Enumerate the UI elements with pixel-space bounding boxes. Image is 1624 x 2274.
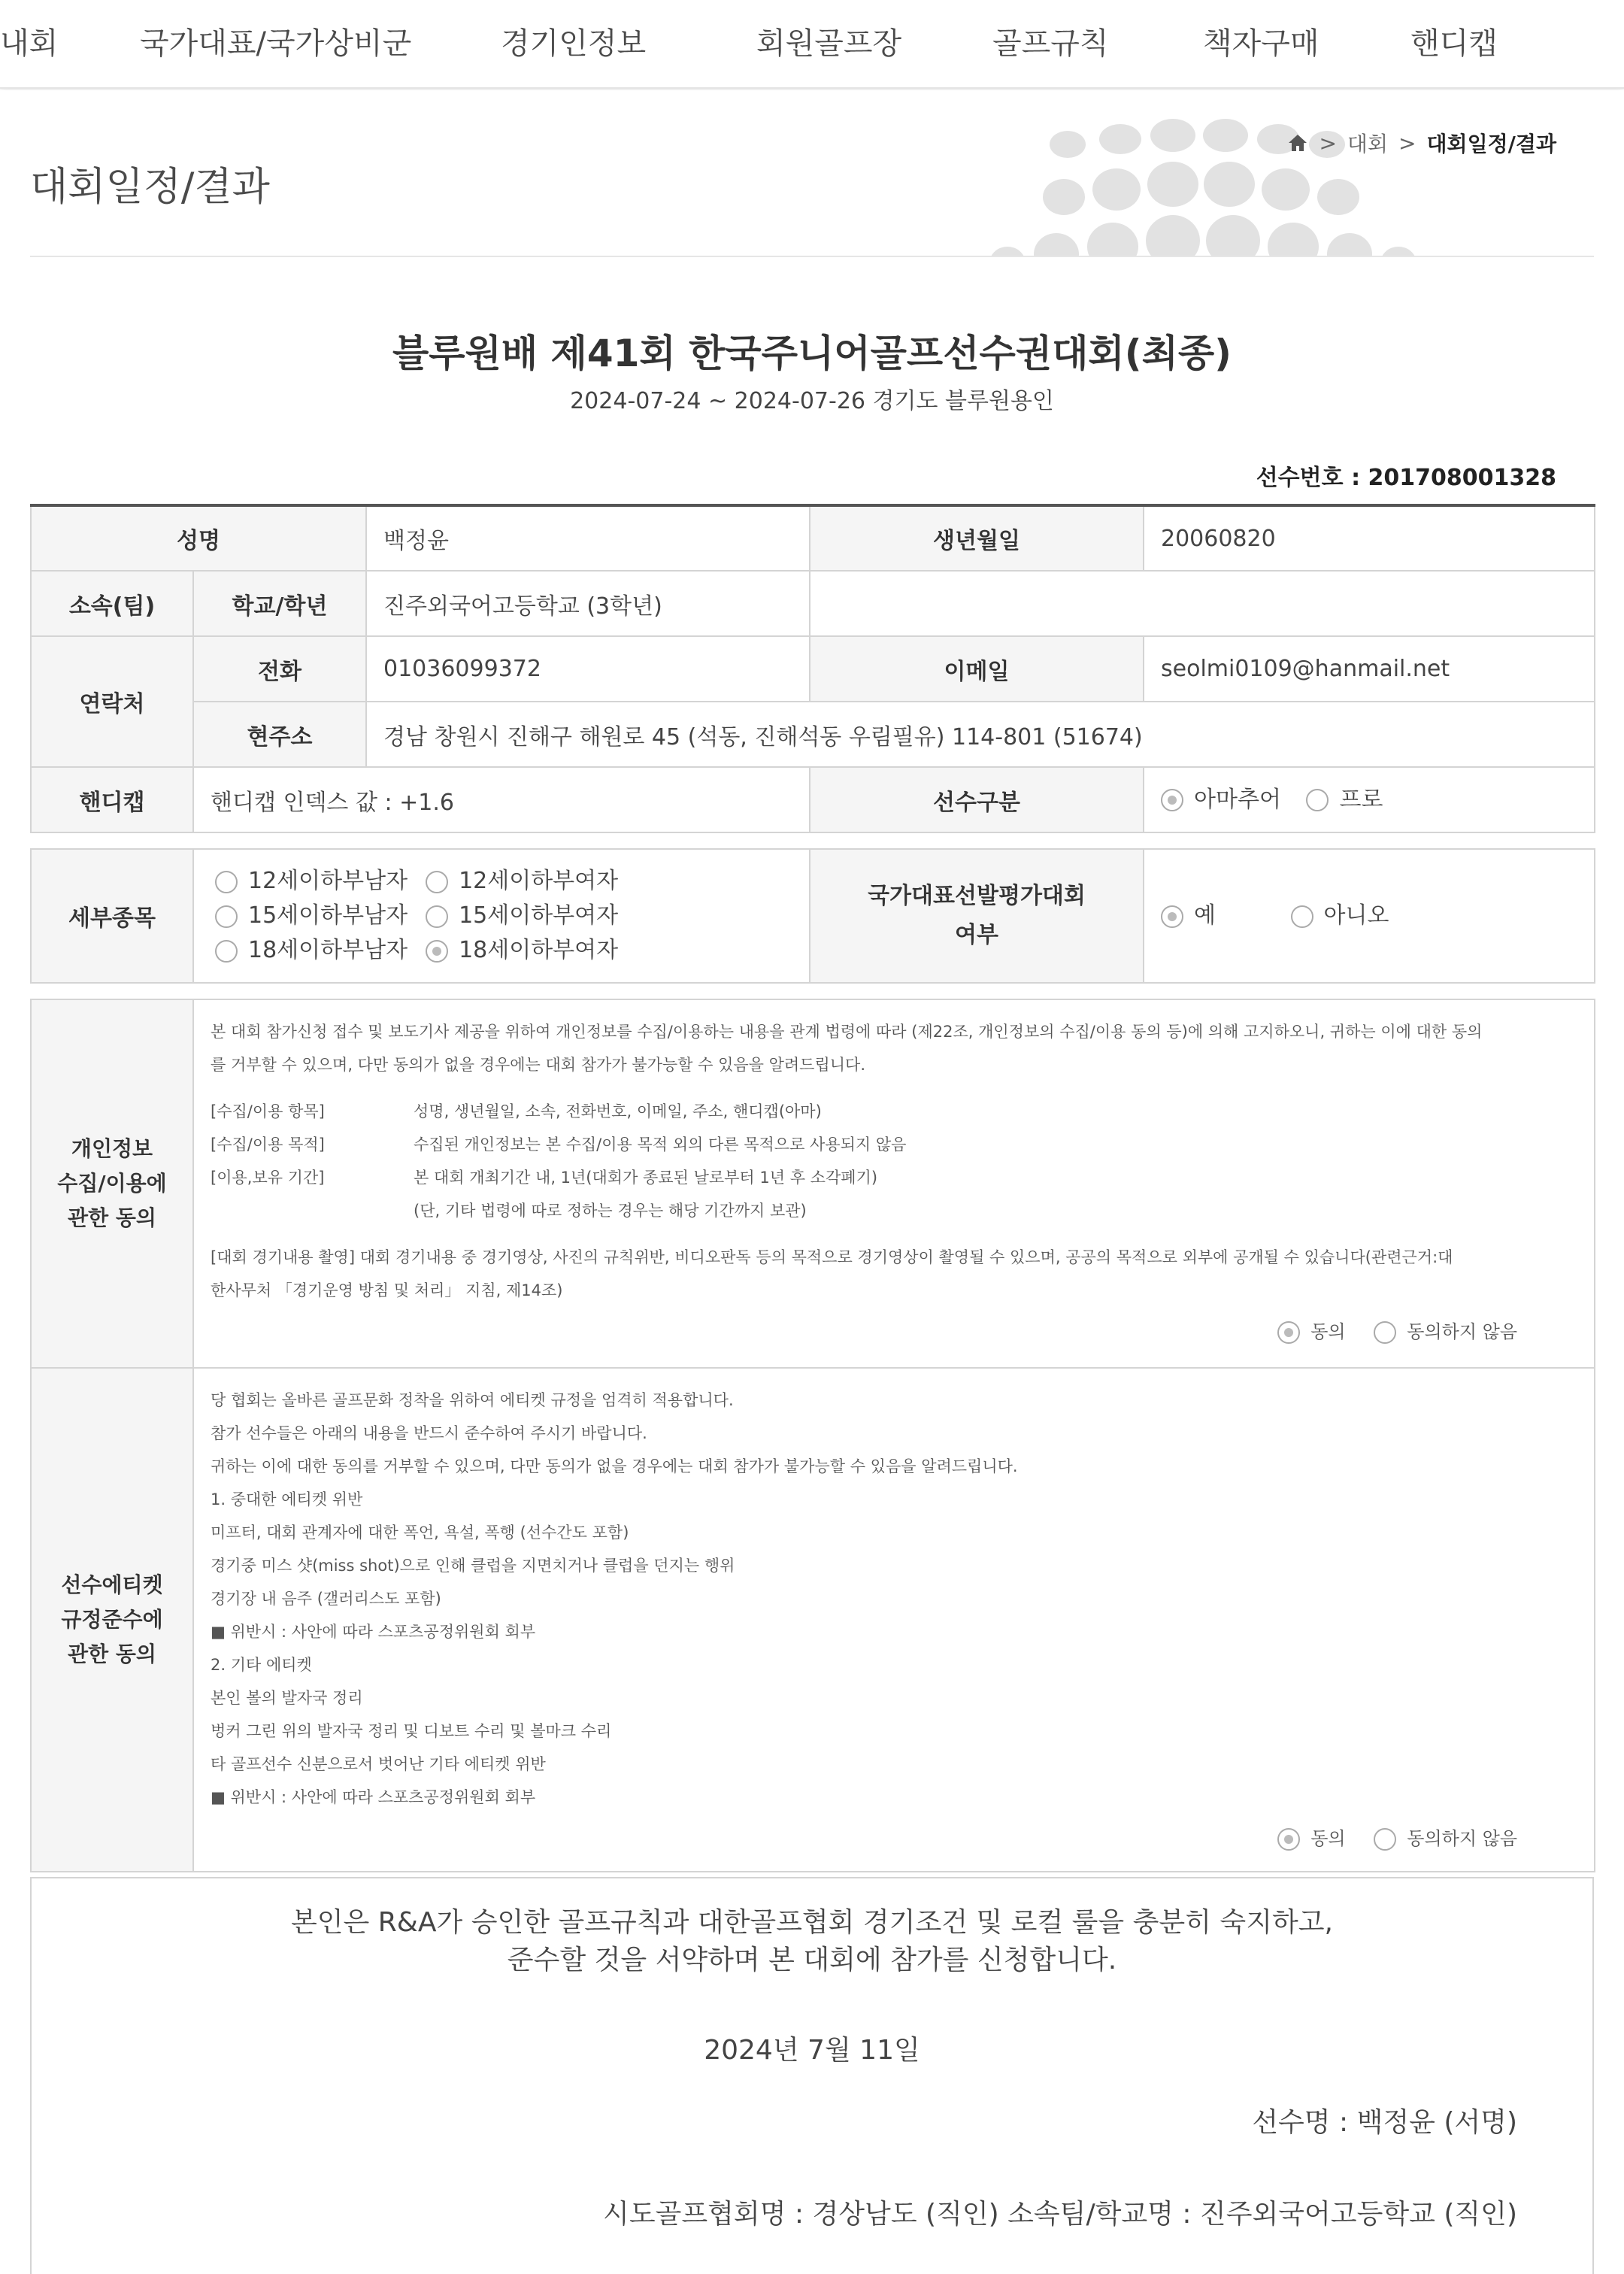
division-radio-u12-girls[interactable] (426, 871, 448, 893)
privacy-consent-label (31, 999, 193, 1368)
etiquette-label-line3: 관한 동의 (68, 1642, 156, 1666)
etiquette-disagree-radio[interactable] (1374, 1828, 1396, 1851)
etiquette-line: 참가 선수들은 아래의 내용을 반드시 준수하여 주시기 바랍니다. (211, 1424, 647, 1442)
division-radio-u12-boys[interactable] (215, 871, 238, 893)
privacy-note-line2: 한사무처 「경기운영 방침 및 처리」 지침, 제14조) (211, 1281, 563, 1299)
privacy-item-key: [이용,보유 기간] (211, 1169, 325, 1187)
email-label: 이메일 (810, 636, 1144, 702)
privacy-intro-line1: 본 대회 참가신청 접수 및 보도기사 제공을 위하여 개인정보를 수집/이용하는 내용을 관계 법령에 따라 (제22조, 개인정보의 수집/이용 동의 등)에 의해 고지하오니, 귀하는 이에 대한 동의 (211, 1023, 1483, 1041)
school-label: 학교/학년 (193, 571, 366, 636)
amateur-radio-label: 아마추어 (1194, 786, 1281, 813)
nav-item-member-clubs[interactable]: 회원골프장 (756, 26, 902, 61)
nav-item-national-team[interactable]: 국가대표/국가상비군 (140, 26, 412, 61)
national-selection-label (810, 849, 1144, 983)
national-selection-options (1144, 849, 1595, 983)
nav-item-golf-rules[interactable]: 골프규칙 (992, 26, 1109, 61)
division-label: 세부종목 (31, 849, 193, 983)
etiquette-line: 경기장 내 음주 (갤러리스도 포함) (211, 1590, 441, 1608)
phone-label: 전화 (193, 636, 366, 702)
address-label: 현주소 (193, 702, 366, 767)
player-number: 선수번호 : 201708001328 (1256, 465, 1556, 491)
division-options (193, 849, 810, 983)
association-seal: 시도골프협회명 : 경상남도 (직인) 소속팀/학교명 : 진주외국어고등학교 (직인) (603, 2199, 1517, 2230)
player-type-options (1144, 767, 1595, 832)
etiquette-line: 본인 볼의 발자국 정리 (211, 1689, 363, 1707)
pledge-line1: 본인은 R&A가 승인한 골프규칙과 대한골프협회 경기조건 및 로컬 룰을 충분히 숙지하고, (291, 1907, 1333, 1938)
etiquette-line: 1. 중대한 에티켓 위반 (211, 1490, 363, 1508)
etiquette-line: 귀하는 이에 대한 동의를 거부할 수 있으며, 다만 동의가 없을 경우에는 대회 참가가 불가능할 수 있음을 알려드립니다. (211, 1457, 1018, 1475)
privacy-item-value: (단, 기타 법령에 따로 정하는 경우는 해당 기간까지 보관) (414, 1202, 807, 1220)
division-radio-u18-girls[interactable] (426, 940, 448, 963)
pledge-line2: 준수할 것을 서약하며 본 대회에 참가를 신청합니다. (507, 1945, 1117, 1975)
golf-ball-decoration (647, 90, 1474, 257)
birth-label: 생년월일 (810, 505, 1144, 571)
address-value: 경남 창원시 진해구 해원로 45 (석동, 진해석동 우림필유) 114-801 (51674) (366, 702, 1595, 767)
etiquette-disagree-label: 동의하지 않음 (1407, 1828, 1517, 1849)
division-radio-label: 18세이하부여자 (459, 937, 619, 963)
etiquette-line: ■ 위반시 : 사안에 따라 스포츠공정위원회 회부 (211, 1788, 536, 1806)
division-table (30, 848, 1595, 984)
national-selection-label-line2: 여부 (955, 922, 998, 948)
privacy-item-key: [수집/이용 항목] (211, 1102, 325, 1120)
pro-radio[interactable] (1306, 789, 1329, 811)
privacy-agree-options (211, 1314, 1577, 1349)
player-info-table (30, 504, 1595, 833)
breadcrumb (1287, 128, 1556, 158)
chevron-right-icon: > (1319, 130, 1337, 156)
nav-item-books[interactable]: 책자구매 (1203, 26, 1320, 61)
player-type-label: 선수구분 (810, 767, 1144, 832)
chevron-right-icon: > (1398, 130, 1416, 156)
privacy-agree-radio[interactable] (1277, 1321, 1300, 1344)
division-radio-u18-boys[interactable] (215, 940, 238, 963)
national-no-label: 아니오 (1323, 902, 1389, 929)
handicap-value: 핸디캡 인덱스 값 : +1.6 (193, 767, 810, 832)
national-selection-label-line1: 국가대표선발평가대회 (868, 883, 1086, 909)
privacy-item-value: 성명, 생년월일, 소속, 전화번호, 이메일, 주소, 핸디캡(아마) (414, 1102, 822, 1120)
amateur-radio[interactable] (1161, 789, 1183, 811)
top-nav (0, 0, 1624, 89)
etiquette-agree-label: 동의 (1310, 1828, 1346, 1849)
national-yes-label: 예 (1194, 902, 1216, 929)
privacy-item-value: 수집된 개인정보는 본 수집/이용 목적 외의 다른 목적으로 사용되지 않음 (414, 1135, 907, 1154)
phone-value: 01036099372 (366, 636, 810, 702)
division-radio-label: 12세이하부여자 (459, 868, 619, 894)
etiquette-line: 경기중 미스 샷(miss shot)으로 인해 클럽을 지면치거나 클럽을 던지는 행위 (211, 1557, 735, 1575)
nav-item-tournament[interactable]: 내회 (0, 26, 59, 61)
tournament-title: 블루원배 제41회 한국주니어골프선수권대회(최종) (392, 332, 1232, 375)
privacy-disagree-label: 동의하지 않음 (1407, 1321, 1517, 1342)
national-no-radio[interactable] (1291, 905, 1313, 928)
email-value: seolmi0109@hanmail.net (1144, 636, 1595, 702)
breadcrumb-item-tournament[interactable]: 대회 (1347, 132, 1389, 156)
nav-item-player-info[interactable]: 경기인정보 (501, 26, 647, 61)
name-label: 성명 (31, 505, 366, 571)
privacy-item-key: [수집/이용 목적] (211, 1135, 325, 1154)
handicap-label: 핸디캡 (31, 767, 193, 832)
pledge-section (30, 1877, 1594, 2274)
privacy-agree-label: 동의 (1310, 1321, 1346, 1342)
etiquette-line: 타 골프선수 신분으로서 벗어난 기타 에티켓 위반 (211, 1755, 546, 1773)
contact-label: 연락처 (31, 636, 193, 767)
school-value: 진주외국어고등학교 (3학년) (366, 571, 810, 636)
privacy-item-key (211, 1194, 414, 1227)
etiquette-agree-options (211, 1821, 1577, 1856)
privacy-items (211, 1095, 1577, 1227)
page-title: 대회일정/결과 (30, 165, 270, 210)
pledge-date: 2024년 7월 11일 (704, 2035, 920, 2066)
division-radio-label: 12세이하부남자 (248, 868, 408, 894)
affiliation-label: 소속(팀) (31, 571, 193, 636)
division-radio-label: 15세이하부여자 (459, 902, 619, 929)
tournament-dates-venue: 2024-07-24 ~ 2024-07-26 경기도 블루원용인 (570, 388, 1054, 414)
national-yes-radio[interactable] (1161, 905, 1183, 928)
privacy-consent-body (193, 999, 1595, 1368)
etiquette-label-line2: 규정준수에 (61, 1607, 163, 1632)
breadcrumb-item-current: 대회일정/결과 (1426, 132, 1556, 156)
nav-item-handicap[interactable]: 핸디캡 (1410, 26, 1498, 61)
etiquette-consent-body (193, 1368, 1595, 1872)
privacy-intro-line2: 를 거부할 수 있으며, 다만 동의가 없을 경우에는 대회 참가가 불가능할 수 있음을 알려드립니다. (211, 1056, 865, 1074)
etiquette-consent-label (31, 1368, 193, 1872)
privacy-label-line2: 수집/이용에 (57, 1171, 167, 1196)
privacy-disagree-radio[interactable] (1374, 1321, 1396, 1344)
division-radio-u15-boys[interactable] (215, 905, 238, 928)
pro-radio-label: 프로 (1339, 786, 1383, 813)
etiquette-line: 벙커 그린 위의 발자국 정리 및 디보트 수리 및 볼마크 수리 (211, 1722, 612, 1740)
etiquette-line: 미프터, 대회 관계자에 대한 폭언, 욕설, 폭행 (선수간도 포함) (211, 1524, 629, 1542)
privacy-label-line1: 개인정보 (71, 1136, 153, 1161)
etiquette-agree-radio[interactable] (1277, 1828, 1300, 1851)
division-radio-label: 15세이하부남자 (248, 902, 408, 929)
player-signature: 선수명 : 백정윤 (서명) (1252, 2107, 1517, 2138)
affiliation-empty (810, 571, 1595, 636)
name-value: 백정윤 (366, 505, 810, 571)
privacy-label-line3: 관한 동의 (68, 1205, 156, 1230)
home-icon[interactable] (1287, 133, 1308, 153)
consent-table (30, 999, 1595, 1872)
page-header (0, 90, 1624, 257)
etiquette-label-line1: 선수에티켓 (61, 1572, 163, 1597)
etiquette-line: 당 협회는 올바른 골프문화 정착을 위하여 에티켓 규정을 엄격히 적용합니다. (211, 1391, 734, 1409)
division-radio-u15-girls[interactable] (426, 905, 448, 928)
birth-value: 20060820 (1144, 505, 1595, 571)
header-divider (30, 256, 1594, 257)
etiquette-line: ■ 위반시 : 사안에 따라 스포츠공정위원회 회부 (211, 1623, 536, 1641)
privacy-item-value: 본 대회 개최기간 내, 1년(대회가 종료된 날로부터 1년 후 소각폐기) (414, 1169, 878, 1187)
division-radio-label: 18세이하부남자 (248, 937, 408, 963)
privacy-note-line1: [대회 경기내용 촬영] 대회 경기내용 중 경기영상, 사진의 규칙위반, 비디오판독 등의 목적으로 경기영상이 촬영될 수 있으며, 공공의 목적으로 외부에 공개될 수 있습니다(관련근거:대 (211, 1248, 1453, 1266)
etiquette-line: 2. 기타 에티켓 (211, 1656, 312, 1674)
